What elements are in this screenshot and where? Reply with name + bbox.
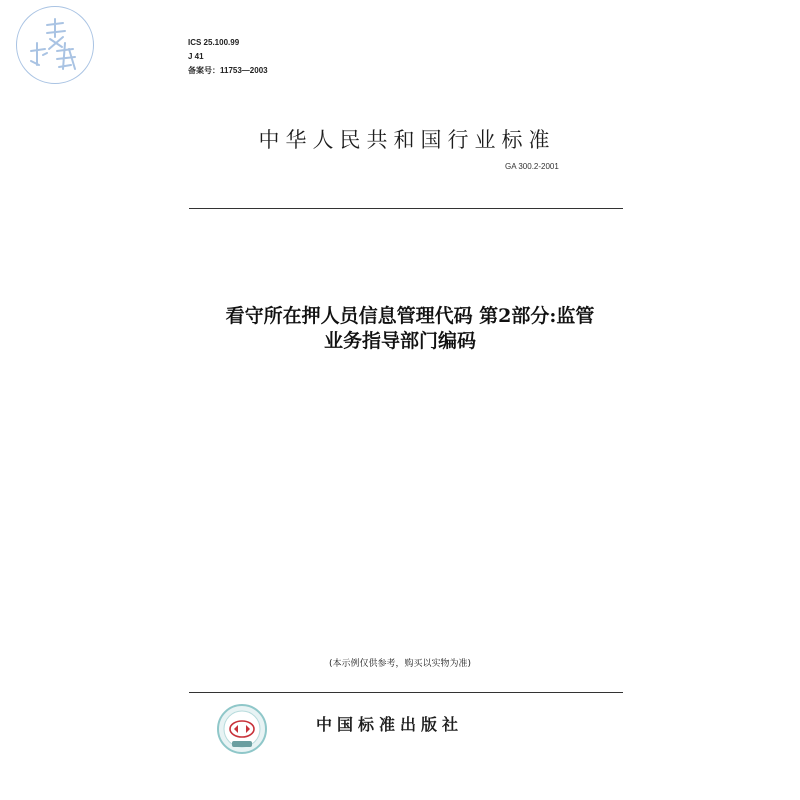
watermark-seal bbox=[16, 6, 94, 84]
bottom-divider bbox=[189, 692, 623, 693]
standard-code: GA 300.2-2001 bbox=[505, 162, 559, 171]
class-code: J 41 bbox=[188, 52, 204, 61]
standard-category: 中华人民共和国行业标准 bbox=[258, 128, 556, 152]
certification-badge-icon bbox=[217, 704, 267, 754]
sample-note: (本示例仅供参考，购买以实物为准) bbox=[328, 659, 472, 669]
publisher-name: 中国标准出版社 bbox=[316, 715, 464, 734]
seal-glyph-icon bbox=[17, 7, 95, 85]
record-number: 备案号：11753—2003 bbox=[188, 66, 268, 75]
ics-code: ICS 25.100.99 bbox=[188, 38, 240, 47]
header-meta bbox=[188, 36, 268, 78]
document-title-line1: 看守所在押人员信息管理代码 第2部分:监管 bbox=[225, 305, 595, 327]
document-title-line2: 业务指导部门编码 bbox=[323, 330, 476, 352]
top-divider bbox=[189, 208, 623, 209]
